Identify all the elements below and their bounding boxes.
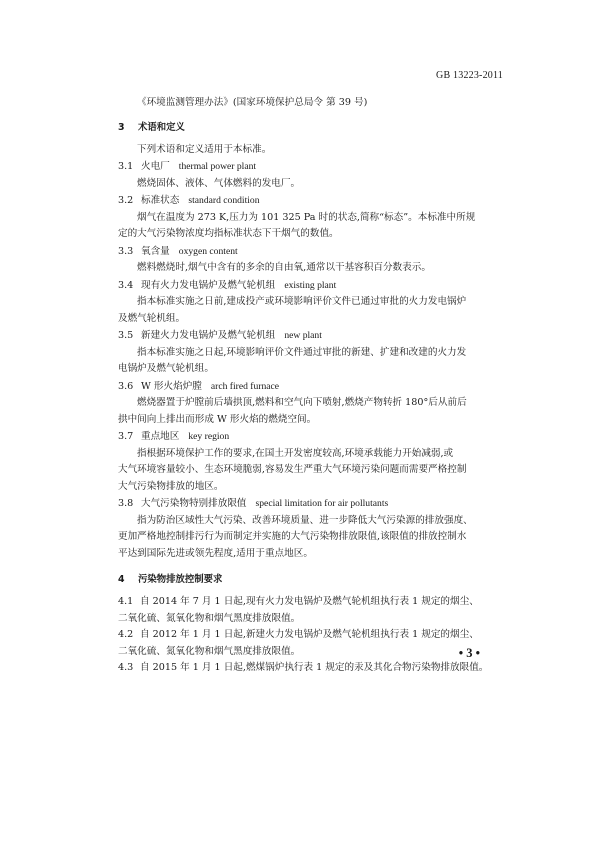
clause-number: 4.1 (118, 596, 134, 607)
term-entry (118, 496, 484, 562)
term-definition (118, 395, 484, 428)
term-english: thermal power plant (178, 161, 257, 172)
clause-text: 自 2012 年 1 月 1 日起,新建火力发电锅炉及燃气轮机组执行表 1 规定的烟尘、 (140, 629, 479, 640)
term-chinese: 新建火力发电锅炉及燃气轮机组 (141, 330, 276, 341)
clause-text: 自 2015 年 1 月 1 日起,燃煤锅炉执行表 1 规定的汞及其化合物污染物排放限值。 (140, 662, 489, 673)
term-english: key region (188, 431, 230, 442)
term-definition (118, 345, 484, 378)
section-3-intro: 下列术语和定义适用于本标准。 (137, 143, 272, 155)
clauses-list (118, 594, 489, 677)
term-english: existing plant (284, 279, 337, 291)
term-title (118, 496, 484, 513)
section-3-heading (118, 120, 484, 136)
clause-first-line (118, 627, 484, 644)
term-english: arch fired furnace (210, 380, 280, 392)
term-chinese: 重点地区 (141, 431, 180, 442)
term-english: standard condition (188, 195, 260, 206)
term-number: 3.7 (118, 431, 134, 442)
term-definition (118, 176, 484, 193)
section-4-heading (118, 572, 484, 588)
terms-list (118, 159, 484, 562)
term-number: 3.6 (118, 380, 134, 392)
term-chinese: 氧含量 (141, 245, 170, 257)
definition-line: 大气污染物排放的地区。 (118, 480, 224, 492)
definition-line: 大气环境容量较小、生态环境脆弱,容易发生严重大气环境污染问题而需要严格控制 (118, 464, 467, 475)
term-entry (118, 328, 484, 378)
definition-line: 及燃气轮机组。 (118, 312, 186, 324)
term-number: 3.2 (118, 195, 134, 206)
term-english: special limitation for air pollutants (255, 498, 389, 509)
definition-line: 定的大气污染物浓度均指标准状态下干烟气的数值。 (118, 228, 339, 239)
definition-line: 拱中间向上排出而形成 W 形火焰的燃烧空间。 (118, 413, 317, 425)
clause (118, 594, 484, 627)
clause-number: 4.3 (118, 662, 134, 673)
section-4-number: 4 (118, 574, 125, 585)
reference-line: 《环境监测管理办法》(国家环境保护总局令 第 39 号) (137, 97, 368, 108)
clause-text: 自 2014 年 7 月 1 日起,现有火力发电锅炉及燃气轮机组执行表 1 规定的烟尘、 (140, 596, 479, 607)
definition-line: 燃烧固体、液体、气体燃料的发电厂。 (137, 177, 301, 189)
definition-line: 更加严格地控制排污行为而制定并实施的大气污染物排放限值,该限值的排放控制水 (118, 531, 467, 542)
page-body (118, 95, 489, 677)
definition-line: 电锅炉及燃气轮机组。 (118, 363, 214, 374)
term-title (118, 429, 484, 446)
term-number: 3.8 (118, 498, 134, 509)
definition-line: 指本标准实施之日起,环境影响评价文件通过审批的新建、扩建和改建的火力发 (137, 346, 467, 358)
term-chinese: 大气污染物特别排放限值 (141, 498, 247, 509)
term-english: new plant (284, 330, 322, 341)
term-title (118, 244, 484, 261)
definition-line: 指为防治区域性大气污染、改善环境质量、进一步降低大气污染源的排放强度、 (137, 514, 473, 526)
section-4-title: 污染物排放控制要求 (138, 574, 223, 585)
term-entry (118, 244, 484, 277)
term-number: 3.4 (118, 279, 134, 291)
term-definition (118, 260, 484, 277)
term-entry (118, 193, 484, 243)
definition-line: 烟气在温度为 273 K,压力为 101 325 Pa 时的状态,简称“标态”。本标准中所规 (137, 211, 476, 223)
clause (118, 660, 489, 677)
term-english: oxygen content (178, 245, 238, 257)
clause-line: 二氧化硫、氮氧化物和烟气黑度排放限值。 (118, 645, 301, 657)
clause-number: 4.2 (118, 629, 134, 640)
term-entry (118, 429, 484, 495)
section-3-number: 3 (118, 121, 125, 133)
definition-line: 指根据环境保护工作的要求,在国土开发密度较高,环境承载能力开始减弱,或 (137, 447, 454, 459)
section-3-title: 术语和定义 (138, 121, 185, 133)
term-title (118, 379, 484, 396)
term-number: 3.1 (118, 161, 134, 172)
term-title (118, 278, 484, 295)
term-title (118, 328, 484, 345)
term-title (118, 159, 484, 176)
term-chinese: 火电厂 (141, 161, 170, 172)
clause (118, 627, 484, 660)
standard-number: GB 13223-2011 (436, 70, 503, 81)
clause-first-line (118, 660, 489, 677)
definition-line: 平达到国际先进或领先程度,适用于重点地区。 (118, 547, 313, 559)
term-definition (118, 446, 484, 496)
definition-line: 燃料燃烧时,烟气中含有的多余的自由氧,通常以干基容积百分数表示。 (137, 262, 431, 273)
term-number: 3.5 (118, 330, 134, 341)
term-definition (118, 513, 484, 563)
term-chinese: 现有火力发电锅炉及燃气轮机组 (141, 279, 276, 291)
term-chinese: 标准状态 (141, 195, 180, 206)
term-number: 3.3 (118, 245, 134, 257)
term-entry (118, 278, 484, 328)
definition-line: 燃烧器置于炉膛前后墙拱顶,燃料和空气向下喷射,燃烧产物转折 180°后从前后 (137, 397, 467, 408)
term-definition (118, 210, 484, 243)
clause-line: 二氧化硫、氮氧化物和烟气黑度排放限值。 (118, 612, 301, 624)
definition-line: 指本标准实施之日前,建成投产或环境影响评价文件已通过审批的火力发电锅炉 (137, 296, 467, 307)
clause-first-line (118, 594, 484, 611)
term-definition (118, 294, 484, 327)
page-number: • 3 • (458, 646, 480, 660)
term-entry (118, 379, 484, 429)
term-chinese: W 形火焰炉膛 (141, 380, 202, 392)
term-title (118, 193, 484, 210)
term-entry (118, 159, 484, 192)
